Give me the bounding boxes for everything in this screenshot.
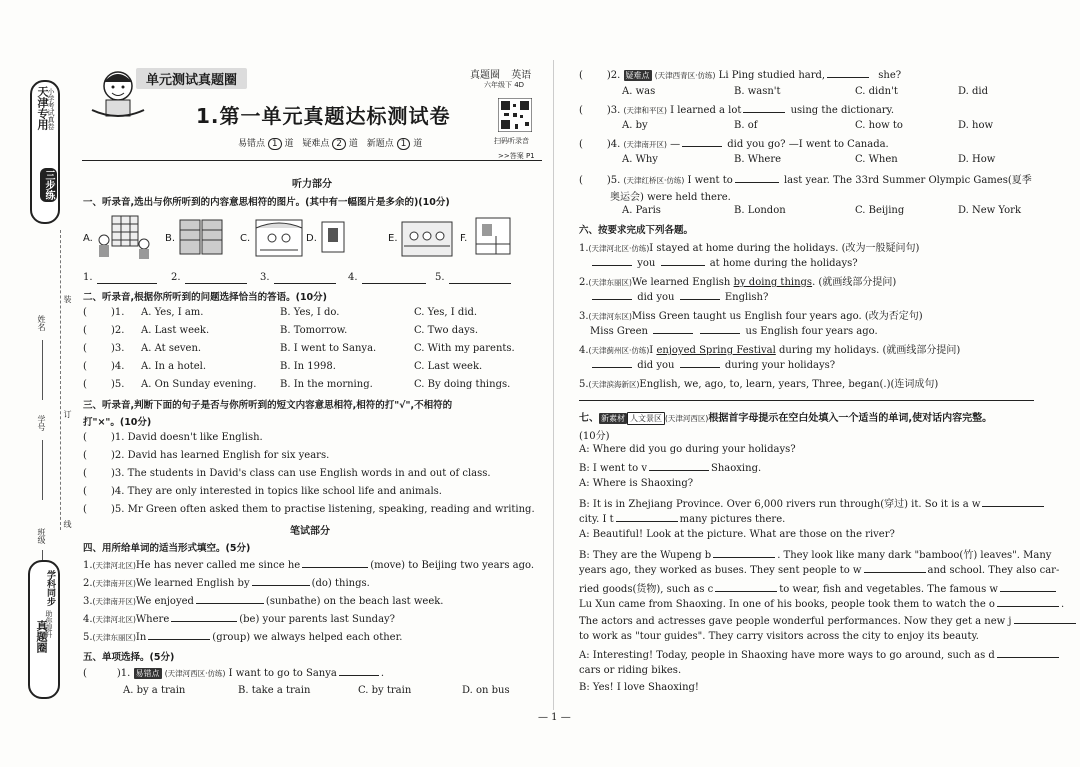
s7-line-3: A: Where is Shaoxing? — [579, 478, 694, 489]
banner-title: 单元测试真题圈 — [136, 68, 247, 89]
s6-q3-region: (天津河东区) — [588, 312, 632, 321]
s6-q1-ans-1: you — [637, 258, 656, 269]
s4-region: (天津南开区) — [92, 597, 136, 606]
stat-unit-1: 道 — [284, 139, 294, 149]
s3-text: )3. The students in David's class can use English words in and out of class. — [111, 468, 491, 479]
s7-line-15: B: Yes! I love Shaoxing! — [579, 682, 699, 693]
s6-q4-text2: during my holidays. (就画线部分提问) — [775, 345, 961, 356]
s6-q1-text: I stayed at home during the holidays. (改为一般疑问句) — [649, 243, 920, 254]
s7-line-4a: B: It is in Zhejiang Province. Over 6,000 rivers run through(穿过) it. So it is a w — [579, 499, 981, 510]
s5-q2-opt-c[interactable]: C. didn't — [855, 86, 898, 97]
s5-q4-blank[interactable] — [682, 137, 722, 147]
number-label: 学号 — [37, 415, 46, 431]
s7-line-8a: years ago, they worked as buses. They sent people to w — [579, 565, 862, 576]
s5-q4-paren: ( — [579, 139, 583, 150]
pic-label-f: F. — [460, 233, 468, 244]
s5-q3-paren: ( — [579, 105, 583, 116]
s4-item — [83, 558, 543, 576]
s2-opt-c[interactable]: C. Two days. — [414, 325, 479, 336]
s5-q4-pre: — — [670, 139, 681, 150]
s6-q5-region: (天津滨海新区) — [588, 380, 640, 389]
s5-q3-opt-a[interactable]: A. by — [622, 120, 648, 131]
header-brand — [470, 66, 531, 81]
s7-line-10a: Lu Xun came from Shaoxing. In one of his books, people took them to watch the o — [579, 599, 995, 610]
s7-line-14: cars or riding bikes. — [579, 665, 682, 676]
s7-line-4 — [579, 495, 1046, 510]
s3-paren[interactable]: ( — [83, 450, 87, 461]
s4-num: 4. — [83, 614, 93, 625]
s2-opt-b[interactable]: B. In 1998. — [280, 361, 336, 372]
s5-q4-opt-d[interactable]: D. How — [958, 154, 996, 165]
s3-title-2: 打"×"。(10分) — [83, 417, 152, 428]
s5-q4-post: did you go? —I went to Canada. — [727, 139, 889, 150]
s6-q4-blank-1[interactable] — [592, 358, 632, 368]
s2-list — [83, 307, 543, 397]
s3-item — [83, 504, 543, 522]
s2-num: )1. — [111, 307, 125, 318]
s5-title: 五、单项选择。(5分) — [83, 652, 175, 663]
header-divider — [82, 160, 542, 161]
s5-q5-blank[interactable] — [735, 173, 779, 183]
s6-q5 — [579, 375, 938, 390]
s2-num: )3. — [111, 343, 125, 354]
s7-tag-2: 人文景区 — [627, 412, 665, 425]
s5-q1-opt-a[interactable]: A. by a train — [123, 685, 186, 696]
steps-label: 三步练 — [40, 168, 57, 202]
s6-q4-num: 4. — [579, 345, 589, 356]
s1-blank-3-label: 3. — [260, 272, 270, 283]
s4-pre: We enjoyed — [135, 596, 194, 607]
s7-score: (10分) — [579, 431, 610, 442]
s7-line-5 — [579, 512, 785, 525]
s7-blank-o[interactable] — [997, 597, 1059, 607]
s2-opt-b[interactable]: B. Tomorrow. — [280, 325, 348, 336]
pic-b-icon — [176, 216, 226, 260]
s7-blank-w2[interactable] — [864, 563, 926, 573]
s2-opt-c[interactable]: C. By doing things. — [414, 379, 511, 390]
s5-q2-text: Li Ping studied hard, — [718, 70, 826, 81]
s2-opt-a[interactable]: A. Last week. — [141, 325, 210, 336]
s6-q3-num: 3. — [579, 311, 589, 322]
s3-paren[interactable]: ( — [83, 432, 87, 443]
pic-e-icon — [400, 216, 454, 260]
s7-line-6: A: Beautiful! Look at the picture. What are those on the river? — [579, 529, 895, 540]
s7-line-2 — [579, 461, 761, 474]
s5-q2-paren: ( — [579, 70, 583, 81]
s4-region: (天津东丽区) — [92, 633, 136, 642]
s4-post: (group) we always helped each other. — [212, 632, 403, 643]
s7-line-13 — [579, 648, 1061, 661]
s6-q3-ans-1: Miss Green — [590, 326, 648, 337]
subject: 英语 — [511, 70, 532, 81]
s4-pre: In — [135, 632, 147, 643]
s2-paren[interactable]: ( — [83, 343, 87, 354]
s4-post: (do) things. — [311, 578, 370, 589]
s6-q1-num: 1. — [579, 243, 589, 254]
s5-q1-tag: 易错点 — [135, 669, 160, 678]
s5-q1: ( )1. 易错点 (天津河西区·仿练) I want to go to Sanya . — [83, 668, 385, 679]
s5-q2-opt-a[interactable]: A. was — [622, 86, 656, 97]
s3-item — [83, 450, 543, 468]
seal-char-3: 线 — [63, 520, 72, 528]
s2-opt-b[interactable]: B. In the morning. — [280, 379, 373, 390]
s6-q3-blank-1[interactable] — [653, 324, 693, 334]
s1-blank-2[interactable] — [185, 274, 247, 284]
s6-q2-ans-2: English? — [724, 292, 769, 303]
stats-row — [238, 136, 422, 149]
s6-q1-region: (天津河北区·仿练) — [588, 244, 650, 253]
s6-q1-ans-2: at home during the holidays? — [709, 258, 858, 269]
s6-q5-num: 5. — [579, 379, 589, 390]
s7-line-10 — [579, 597, 1064, 610]
s5-q1-paren: ( — [83, 668, 87, 679]
s6-q2-answer — [590, 290, 768, 303]
s6-q2-text1: We learned English — [631, 277, 734, 288]
s2-item — [83, 361, 543, 379]
s4-post: (be) your parents last Sunday? — [239, 614, 396, 625]
cut-line — [60, 230, 61, 530]
s5-q1-num: )1. — [116, 668, 131, 679]
s5-q5-opt-c[interactable]: C. Beijing — [855, 205, 905, 216]
s6-q5-answer-line[interactable] — [579, 400, 1034, 401]
s2-num: )4. — [111, 361, 125, 372]
stat-label-3: 新题点 — [366, 139, 394, 149]
s6-q4-answer — [590, 358, 835, 371]
pic-f-icon — [472, 214, 516, 260]
s2-opt-c[interactable]: C. Yes, I did. — [414, 307, 478, 318]
brand-top: 天津专用 — [36, 86, 49, 130]
stat-unit-2: 道 — [348, 139, 358, 149]
s4-post: (sunbathe) on the beach last week. — [265, 596, 444, 607]
s1-blank-3[interactable] — [274, 274, 336, 284]
s5-q2-num: )2. — [606, 70, 621, 81]
s7-line-13a: A: Interesting! Today, people in Shaoxing have more ways to go around, such as d — [579, 650, 995, 661]
s5-q3-num: )3. — [606, 105, 621, 116]
s3-paren[interactable]: ( — [83, 504, 87, 515]
s3-text: )2. David has learned English for six years. — [111, 450, 330, 461]
s7-line-8b: and school. They also car- — [927, 565, 1060, 576]
s6-q2-blank-2[interactable] — [680, 290, 720, 300]
s6-q2-region: (天津东丽区) — [588, 278, 632, 287]
s7-blank-v[interactable] — [649, 461, 709, 471]
s5-q5-opt-a[interactable]: A. Paris — [622, 205, 661, 216]
qr-label: 扫码听录音 — [494, 137, 529, 145]
qr-code-icon[interactable] — [498, 98, 532, 132]
s6-q3-blank-2[interactable] — [700, 324, 740, 334]
s5-q5-opt-b[interactable]: B. London — [734, 205, 786, 216]
s6-q1-blank-1[interactable] — [592, 256, 632, 266]
s5-q2 — [579, 68, 901, 81]
s6-q2-blank-1[interactable] — [592, 290, 632, 300]
s6-title: 六、按要求完成下列各题。 — [579, 225, 694, 236]
stat-count-3: 1 — [397, 138, 411, 150]
s4-pre: Where — [135, 614, 170, 625]
s6-q2 — [579, 273, 896, 288]
s4-post: (move) to Beijing two years ago. — [370, 560, 535, 571]
s7-line-9b: to wear, fish and vegetables. The famous w — [779, 584, 998, 595]
s6-q1 — [579, 239, 919, 254]
s3-title: 三、听录音,判断下面的句子是否与你所听到的短文内容意思相符,相符的打"√",不相符的 — [83, 400, 453, 411]
s4-blank[interactable] — [302, 558, 368, 568]
s7-line-2b: Shaoxing. — [711, 463, 762, 474]
number-line[interactable] — [42, 440, 43, 500]
s7-blank-w[interactable] — [982, 497, 1044, 507]
s5-q1-text: I want to go to Sanya — [228, 668, 337, 679]
s5-q1-region: (天津河西区·仿练) — [164, 669, 226, 678]
s6-q5-text: English, we, ago, to, learn, years, Three, began(.)(连词成句) — [639, 379, 939, 390]
s2-opt-c[interactable]: C. Last week. — [414, 361, 483, 372]
s2-num: )2. — [111, 325, 125, 336]
brand-name: 真题圈 — [470, 70, 500, 81]
stat-count-2: 2 — [332, 138, 346, 150]
s5-q5-region: (天津红桥区·仿练) — [623, 176, 685, 185]
s6-q2-ans-1: did you — [637, 292, 675, 303]
s7-line-9a: ried goods(货物), such as c — [579, 584, 714, 595]
s3-paren[interactable]: ( — [83, 468, 87, 479]
s6-q2-text2: . (就画线部分提问) — [812, 277, 897, 288]
s7-blank-t[interactable] — [616, 512, 678, 522]
s6-q2-underlined: by doing things — [733, 277, 813, 288]
s5-q5-num: )5. — [606, 175, 621, 186]
s2-opt-a[interactable]: A. At seven. — [141, 343, 202, 354]
s1-blank-5-label: 5. — [435, 272, 445, 283]
s4-pre: He has never called me since he — [135, 560, 301, 571]
s2-paren[interactable]: ( — [83, 325, 87, 336]
s2-paren[interactable]: ( — [83, 307, 87, 318]
s6-q4-blank-2[interactable] — [680, 358, 720, 368]
s2-opt-c[interactable]: C. With my parents. — [414, 343, 515, 354]
pic-a-icon — [94, 214, 154, 260]
s5-q4-opt-b[interactable]: B. Where — [734, 154, 782, 165]
pic-label-d: D. — [306, 233, 317, 244]
s2-paren[interactable]: ( — [83, 379, 87, 390]
s5-q3-opt-d[interactable]: D. how — [958, 120, 994, 131]
s5-q5-paren: ( — [579, 175, 583, 186]
s4-item — [83, 612, 543, 630]
s2-item — [83, 307, 543, 325]
s5-q5-opt-d[interactable]: D. New York — [958, 205, 1022, 216]
s4-num: 1. — [83, 560, 93, 571]
s3-item — [83, 468, 543, 486]
s2-num: )5. — [111, 379, 125, 390]
s1-blank-4[interactable] — [362, 274, 426, 284]
grade: 六年级下 4D — [484, 81, 525, 89]
pic-label-c: C. — [240, 233, 251, 244]
s3-text: )1. David doesn't like English. — [111, 432, 263, 443]
s5-q2-opt-b[interactable]: B. wasn't — [734, 86, 781, 97]
s6-q4-underlined: enjoyed Spring Festival — [656, 345, 776, 356]
s3-text: )5. Mr Green often asked them to practise listening, speaking, reading and writing. — [111, 504, 535, 515]
s7-line-12: to work as "tour guides". They carry visitors across the city to enjoy its beauty. — [579, 631, 979, 642]
s1-blank-5[interactable] — [449, 274, 511, 284]
s5-q4-region: (天津南开区) — [623, 140, 667, 149]
bottom-sub2: 助你提升 — [45, 610, 53, 638]
s4-blank[interactable] — [196, 594, 264, 604]
class-label: 班级 — [37, 528, 46, 544]
listening-heading: 听力部分 — [292, 179, 332, 190]
written-heading: 笔试部分 — [290, 526, 330, 537]
s4-num: 5. — [83, 632, 93, 643]
s7-title — [579, 409, 992, 425]
s7-blank-w3[interactable] — [1000, 582, 1056, 592]
brand-bottom: 真题圈 — [35, 620, 48, 653]
s6-q3 — [579, 307, 923, 322]
s1-blank-1[interactable] — [97, 274, 157, 284]
s7-title-text: 根据首字母提示在空白处填入一个适当的单词,使对话内容完整。 — [708, 413, 993, 424]
s2-opt-a[interactable]: A. In a hotel. — [141, 361, 207, 372]
s6-q3-ans-2: us English four years ago. — [745, 326, 878, 337]
s4-region: (天津河北区) — [92, 615, 136, 624]
stat-unit-3: 道 — [413, 139, 423, 149]
s5-q5-post: last year. The 33rd Summer Olympic Games(夏季 — [783, 175, 1032, 186]
s7-tag: 新素材 — [601, 414, 625, 423]
s5-q5-line2: 奥运会) were held there. — [610, 192, 731, 203]
s2-item — [83, 325, 543, 343]
s1-blank-4-label: 4. — [348, 272, 358, 283]
seal-char-1: 装 — [63, 295, 72, 303]
pic-label-b: B. — [165, 233, 176, 244]
s4-num: 3. — [83, 596, 93, 607]
s5-q4-opt-a[interactable]: A. Why — [622, 154, 658, 165]
s7-region: (天津河西区) — [665, 414, 709, 423]
s5-q5 — [579, 171, 1032, 186]
s5-q2-region: (天津西青区·仿练) — [654, 71, 716, 80]
s2-opt-b[interactable]: B. I went to Sanya. — [280, 343, 377, 354]
s2-item — [83, 343, 543, 361]
s7-line-10b: . — [1060, 599, 1065, 610]
s4-item — [83, 576, 543, 594]
s5-q5-pre: I went to — [687, 175, 733, 186]
column-divider — [553, 60, 554, 710]
name-label: 姓名 — [37, 315, 46, 331]
s7-blank-b[interactable] — [713, 548, 775, 558]
s2-opt-a[interactable]: A. On Sunday evening. — [141, 379, 257, 390]
answer-ref[interactable]: >>答案 P1 — [498, 152, 535, 160]
s5-q3-opt-b[interactable]: B. of — [734, 120, 758, 131]
s6-q4-region: (天津蓟州区·仿练) — [588, 346, 650, 355]
s5-q3-post: using the dictionary. — [790, 105, 895, 116]
s7-blank-j[interactable] — [1014, 614, 1076, 624]
s3-text: )4. They are only interested in topics like school life and animals. — [111, 486, 442, 497]
s4-list — [83, 558, 543, 648]
s7-line-11a: The actors and actresses gave people wonderful performances. Now they get a new j — [579, 616, 1012, 627]
s7-line-11 — [579, 614, 1078, 627]
s4-blank[interactable] — [148, 630, 210, 640]
s5-q4-opt-c[interactable]: C. When — [855, 154, 898, 165]
s7-line-7a: B: They are the Wupeng b — [579, 550, 712, 561]
s5-q2-tag: 疑难点 — [625, 71, 650, 80]
s6-q1-blank-2[interactable] — [661, 256, 705, 266]
s7-line-2a: B: I went to v — [579, 463, 648, 474]
s6-q1-answer — [590, 256, 858, 269]
s4-blank[interactable] — [171, 612, 237, 622]
s3-item — [83, 486, 543, 504]
s5-q3-blank[interactable] — [743, 103, 785, 113]
s4-region: (天津南开区) — [92, 579, 136, 588]
name-line[interactable] — [42, 340, 43, 400]
s5-q2-end: she? — [878, 70, 902, 81]
s7-line-8 — [579, 563, 1059, 576]
s3-paren[interactable]: ( — [83, 486, 87, 497]
stat-count-1: 1 — [268, 138, 282, 150]
s4-item — [83, 594, 543, 612]
s4-pre: We learned English by — [135, 578, 250, 589]
s6-q4 — [579, 341, 960, 356]
s1-blank-1-label: 1. — [83, 272, 93, 283]
s6-q3-answer — [590, 324, 878, 337]
s7-blank-d[interactable] — [997, 648, 1059, 658]
pic-d-icon — [318, 216, 352, 260]
s4-item — [83, 630, 543, 648]
s5-q2-blank[interactable] — [827, 68, 869, 78]
s6-q4-ans-1: did you — [637, 360, 675, 371]
pic-label-a: A. — [83, 233, 93, 244]
s5-q1-opt-c[interactable]: C. by train — [358, 685, 412, 696]
s1-blank-2-label: 2. — [171, 272, 181, 283]
brand-sub: 小学考试真卷 — [47, 88, 55, 130]
s3-item — [83, 432, 543, 450]
s2-item — [83, 379, 543, 397]
stat-label-1: 易错点 — [238, 139, 266, 149]
s5-q4 — [579, 137, 889, 150]
s7-line-7 — [579, 546, 1051, 561]
s2-title: 二、听录音,根据你所听到的问题选择恰当的答语。(10分) — [83, 292, 328, 303]
pic-label-e: E. — [388, 233, 398, 244]
s7-line-7b: . They look like many dark "bamboo(竹) leaves". Many — [777, 550, 1052, 561]
stat-label-2: 疑难点 — [302, 139, 330, 149]
s5-q3-opt-c[interactable]: C. how to — [855, 120, 903, 131]
s2-opt-b[interactable]: B. Yes, I do. — [280, 307, 340, 318]
s7-line-5a: city. I t — [579, 514, 614, 525]
s7-blank-c[interactable] — [715, 582, 777, 592]
s5-q2-opt-d[interactable]: D. did — [958, 86, 989, 97]
binding-strip — [0, 60, 75, 700]
s5-q1-opt-d[interactable]: D. on bus — [462, 685, 510, 696]
s4-region: (天津河北区) — [92, 561, 136, 570]
s5-q3-pre: I learned a lot — [670, 105, 742, 116]
s6-q4-ans-2: during your holidays? — [724, 360, 836, 371]
s5-q3-region: (天津和平区) — [623, 106, 667, 115]
s2-paren[interactable]: ( — [83, 361, 87, 372]
s4-title: 四、用所给单词的适当形式填空。(5分) — [83, 543, 251, 554]
s5-q4-num: )4. — [606, 139, 621, 150]
s5-q3 — [579, 103, 894, 116]
s5-q1-blank[interactable] — [339, 666, 379, 676]
s7-line-1: A: Where did you go during your holidays? — [579, 444, 796, 455]
s6-q4-text1: I — [649, 345, 657, 356]
s4-num: 2. — [83, 578, 93, 589]
s1-title: 一、听录音,选出与你所听到的内容意思相符的图片。(其中有一幅图片是多余的)(10分) — [83, 197, 450, 208]
s7-title-pre: 七、 — [579, 413, 599, 424]
s2-opt-a[interactable]: A. Yes, I am. — [141, 307, 204, 318]
s7-line-5b: many pictures there. — [679, 514, 786, 525]
seal-char-2: 订 — [63, 410, 72, 418]
page-title: 1.第一单元真题达标测试卷 — [196, 104, 451, 128]
s6-q3-text: Miss Green taught us English four years ago. (改为否定句) — [631, 311, 923, 322]
s5-q1-opt-b[interactable]: B. take a train — [238, 685, 311, 696]
bottom-sub: 学科同步 — [45, 570, 55, 606]
s3-list — [83, 432, 543, 522]
s7-line-9 — [579, 580, 1058, 595]
page-number: — 1 — — [538, 712, 571, 723]
s4-blank[interactable] — [252, 576, 310, 586]
pic-c-icon — [252, 216, 306, 260]
s6-q2-num: 2. — [579, 277, 589, 288]
